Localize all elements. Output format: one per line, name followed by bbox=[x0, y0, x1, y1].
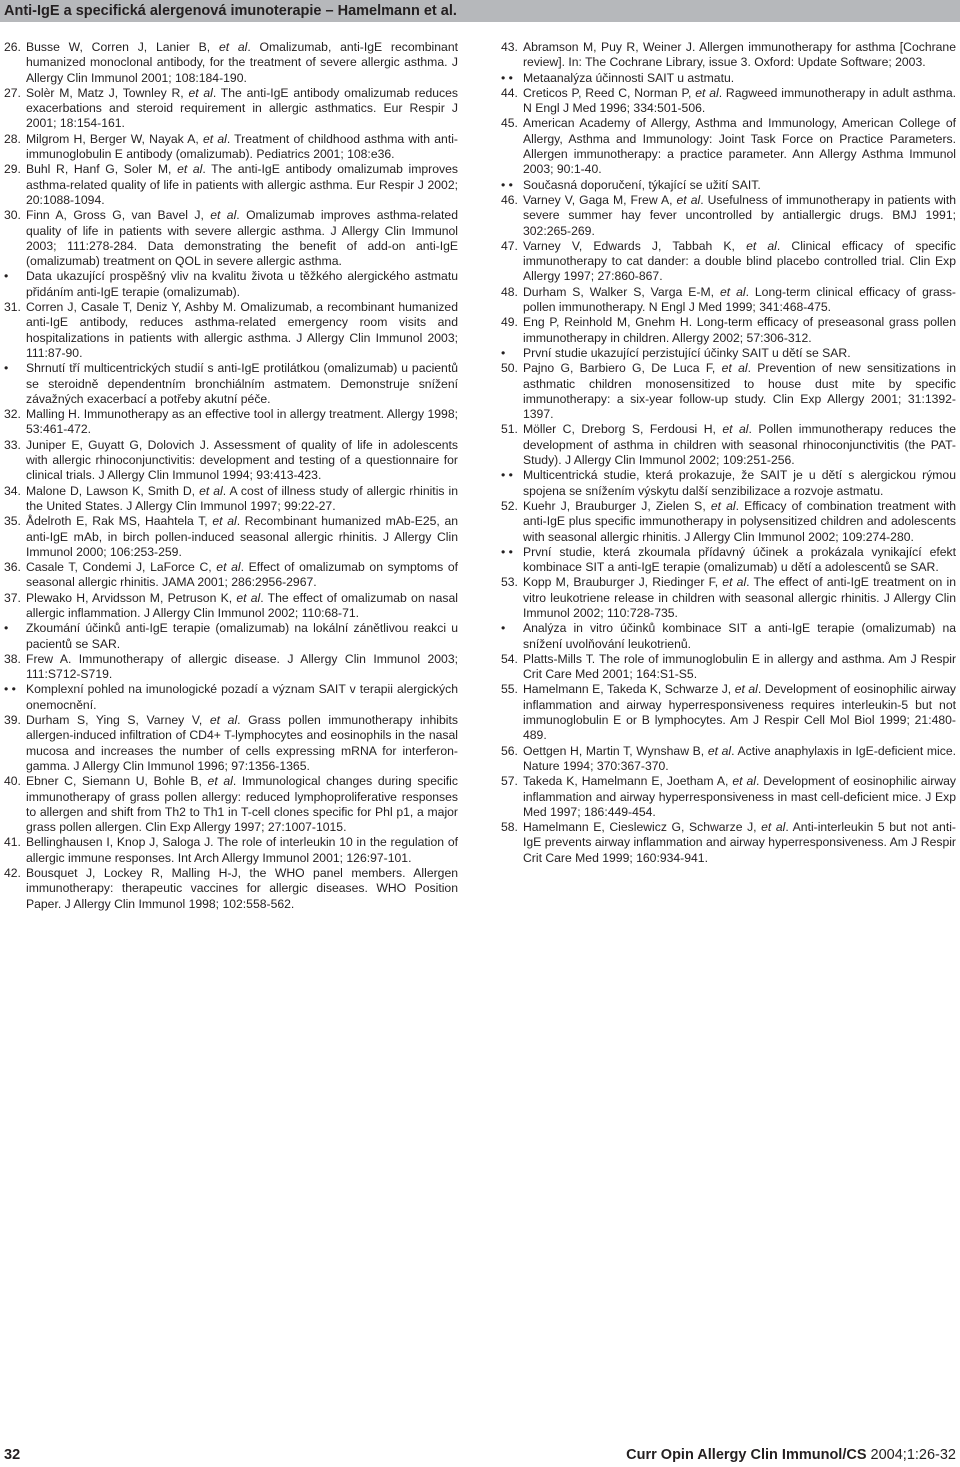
reference-item bbox=[501, 575, 956, 621]
reference-number: 31. bbox=[4, 300, 21, 315]
reference-text bbox=[26, 591, 458, 622]
reference-number: 26. bbox=[4, 40, 21, 54]
reference-text-main: Analýza in vitro účinků kombinace SIT a anti-IgE terapie (omalizumab) na snížení uvolňování leukotrienů. bbox=[523, 621, 956, 651]
et-al-italic: et al bbox=[707, 743, 732, 758]
reference-text bbox=[26, 132, 458, 163]
et-al-italic: et al bbox=[236, 590, 261, 605]
reference-text bbox=[523, 682, 956, 743]
reference-number: 27. bbox=[4, 85, 21, 100]
et-al-italic: et al bbox=[761, 820, 786, 835]
reference-text-main: Durham S, Ying S, Varney V, bbox=[26, 713, 210, 728]
reference-item bbox=[4, 560, 458, 591]
reference-text bbox=[523, 116, 956, 177]
note-bullet: • • bbox=[4, 682, 16, 697]
reference-text-main: Ådelroth E, Rak MS, Haahtela T, bbox=[26, 514, 213, 529]
reference-item bbox=[501, 239, 956, 285]
reference-item bbox=[501, 285, 956, 316]
reference-number: 58. bbox=[501, 820, 518, 835]
et-al-italic: et al bbox=[207, 774, 233, 789]
reference-text bbox=[26, 560, 458, 591]
reference-text-main: První studie ukazující perzistující účinky SAIT u dětí se SAR. bbox=[523, 345, 851, 360]
note-bullet: • bbox=[4, 361, 9, 376]
reference-text-main: Finn A, Gross G, van Bavel J, bbox=[26, 208, 211, 223]
reference-text-main: Buhl R, Hanf G, Soler M, bbox=[26, 162, 178, 177]
note-text bbox=[26, 682, 458, 713]
reference-item bbox=[501, 422, 956, 468]
reference-text-rest: . Clinical efficacy of specific immunotherapy to cat dander: a double blind placebo controlled trial. Clin Exp Allergy 1997; 27:860-867. bbox=[523, 238, 956, 284]
running-title: Anti-IgE a specifická alergenová imunoterapie – Hamelmann et al. bbox=[4, 3, 457, 19]
note-text bbox=[26, 361, 458, 407]
et-al-italic: et al bbox=[212, 514, 237, 529]
reference-text-main: Kuehr J, Brauburger J, Zielen S, bbox=[523, 498, 711, 513]
reference-text-main: Plewako H, Arvidsson M, Petruson K, bbox=[26, 590, 237, 605]
reference-text-main: Shrnutí tří multicentrických studií s anti-IgE protilátkou (omalizumab) u pacientů se steroidně dependentním bronchiálním astmatem. Demonstruje snížení závažných exacerbací a potřeby akutní péče. bbox=[26, 361, 458, 406]
et-al-italic: et al bbox=[188, 85, 213, 100]
reference-item bbox=[501, 744, 956, 775]
reference-text bbox=[523, 575, 956, 621]
annotation-note bbox=[501, 468, 956, 499]
reference-text-main: Juniper E, Guyatt G, Dolovich J. Assessment of quality of life in adolescents with allergic rhinoconjunctivitis: development and testing of a questionnaire for clinical trials. J Allergy Clin Immunol 1994; 93:413-423. bbox=[26, 437, 458, 483]
reference-number: 30. bbox=[4, 208, 21, 223]
reference-item bbox=[4, 40, 458, 86]
reference-text-main: Varney V, Gaga M, Frew A, bbox=[523, 192, 677, 207]
reference-number: 56. bbox=[501, 743, 518, 758]
reference-text bbox=[523, 86, 956, 117]
reference-text-main: Malling H. Immunotherapy as an effective tool in allergy treatment. Allergy 1998; 53:461-472. bbox=[26, 407, 458, 437]
reference-item bbox=[501, 116, 956, 177]
reference-text-rest: . Recombinant humanized mAb-E25, an anti-IgE mAb, in birch pollen-induced seasonal allergic rhinitis. J Allergy Clin Immunol 2000; 106:253-259. bbox=[26, 514, 458, 559]
note-bullet: • bbox=[4, 621, 9, 636]
reference-number: 32. bbox=[4, 407, 21, 422]
reference-text-main: Takeda K, Hamelmann E, Joetham A, bbox=[523, 774, 733, 789]
reference-text-rest: . Omalizumab improves asthma-related quality of life in patients with severe allergic asthma. J Allergy Clin Immunol 2003; 111:278-284. Data demonstrating the benefit of add-on anti-IgE (omalizumab) treatment on QOL in severe allergic asthma. bbox=[26, 208, 458, 269]
reference-text bbox=[26, 86, 458, 132]
reference-text-main: Creticos P, Reed C, Norman P, bbox=[523, 85, 696, 100]
note-text bbox=[523, 545, 956, 576]
reference-text-rest: . Effect of omalizumab on symptoms of seasonal allergic rhinitis. JAMA 2001; 286:2956-2967. bbox=[26, 560, 458, 590]
reference-number: 50. bbox=[501, 361, 518, 376]
reference-item bbox=[4, 652, 458, 683]
reference-text-main: Data ukazující prospěšný vliv na kvalitu života u těžkého alergického astmatu přidáním anti-IgE terapie (omalizumab). bbox=[26, 269, 458, 299]
reference-column-left bbox=[4, 40, 458, 912]
reference-text bbox=[26, 40, 458, 86]
header-bar bbox=[0, 0, 960, 22]
note-bullet: • bbox=[501, 621, 506, 636]
reference-text-rest: . The effect of anti-IgE treatment on in vitro leukotriene release in children with seasonal allergic rhinitis. J Allergy Clin Immunol 2002; 110:728-735. bbox=[523, 575, 956, 620]
reference-text-rest: . Grass pollen immunotherapy inhibits allergen-induced infiltration of CD4+ T-lymphocytes and eosinophils in the nasal mucosa and increases the number of cells expressing mRNA for interferon-gamma. J Allergy Clin Immunol 1996; 97:1356-1365. bbox=[26, 713, 458, 773]
reference-item bbox=[501, 40, 956, 71]
reference-item bbox=[501, 499, 956, 545]
note-bullet: • • bbox=[501, 468, 513, 483]
reference-number: 52. bbox=[501, 498, 518, 513]
reference-text-rest: . The effect of omalizumab on nasal allergic inflammation. J Allergy Clin Immunol 2002; 110:68-71. bbox=[26, 590, 458, 620]
annotation-note bbox=[501, 621, 956, 652]
reference-number: 44. bbox=[501, 85, 518, 100]
reference-text-main: Bousquet J, Lockey R, Malling H-J, the WHO panel members. Allergen immunotherapy: therapeutic vaccines for allergic diseases. WHO Position Paper. J Allergy Clin Immunol 1998; 102:558-562. bbox=[26, 866, 458, 911]
reference-item bbox=[501, 315, 956, 346]
reference-text-rest: . Efficacy of combination treatment with anti-IgE plus specific immunotherapy in polysensitized children and adolescents with seasonal allergic rhinitis. J Allergy Clin Immunol 2002; 109:274-280. bbox=[523, 498, 956, 544]
reference-text-main: Hamelmann E, Cieslewicz G, Schwarze J, bbox=[523, 820, 762, 835]
reference-text-rest: . Treatment of childhood asthma with anti-immunoglobulin E antibody (omalizumab). Pediatrics 2001; 108:e36. bbox=[26, 131, 458, 162]
footer-citation bbox=[626, 1446, 956, 1464]
reference-text-rest: . Prevention of new sensitizations in asthmatic children monosensitized to house dust mite by specific immunotherapy: a six-year follow-up study. Clin Exp Allergy 2001; 31:1392-1397. bbox=[523, 361, 956, 422]
reference-number: 47. bbox=[501, 238, 518, 253]
reference-number: 33. bbox=[4, 437, 21, 452]
reference-number: 36. bbox=[4, 560, 21, 575]
reference-text bbox=[26, 866, 458, 912]
reference-number: 46. bbox=[501, 192, 518, 207]
reference-number: 28. bbox=[4, 131, 21, 146]
reference-item bbox=[501, 682, 956, 743]
reference-text-rest: . The anti-IgE antibody omalizumab improves asthma-related quality of life in patients with allergic asthma. Eur Respir J 2002; 20:1088-1094. bbox=[26, 162, 458, 207]
reference-text bbox=[523, 652, 956, 683]
note-text bbox=[523, 346, 956, 361]
reference-number: 43. bbox=[501, 40, 518, 54]
annotation-note bbox=[4, 361, 458, 407]
reference-text bbox=[523, 499, 956, 545]
reference-item bbox=[4, 86, 458, 132]
reference-text-rest: . Immunological changes during specific immunotherapy of grass pollen allergy: reduced lymphoproliferative responses to allergen and shift from Th2 to Th1 in T-cell clones specific for Phl p1, a major grass pollen allergen. Clin Exp Allergy 1997; 27:1007-1015. bbox=[26, 774, 458, 835]
et-al-italic: et al bbox=[177, 162, 203, 177]
note-bullet: • • bbox=[501, 70, 513, 85]
reference-text-rest: . Usefulness of immunotherapy in patients with severe summer hay fever uncontrolled by antiallergic drugs. BMJ 1991; 302:265-269. bbox=[523, 192, 956, 238]
reference-item bbox=[501, 86, 956, 117]
reference-text-main: Metaanalýza účinnosti SAIT u astmatu. bbox=[523, 70, 735, 85]
reference-number: 57. bbox=[501, 774, 518, 789]
reference-text-main: Ebner C, Siemann U, Bohle B, bbox=[26, 774, 208, 789]
reference-text-main: Varney V, Edwards J, Tabbah K, bbox=[523, 238, 747, 253]
reference-text bbox=[26, 774, 458, 835]
note-text bbox=[523, 468, 956, 499]
journal-name: Curr Opin Allergy Clin Immunol/CS bbox=[626, 1447, 867, 1463]
note-text bbox=[523, 178, 956, 193]
reference-number: 37. bbox=[4, 590, 21, 605]
reference-text-main: Busse W, Corren J, Lanier B, bbox=[26, 40, 219, 54]
et-al-italic: et al bbox=[722, 422, 749, 437]
reference-text bbox=[523, 40, 956, 71]
reference-text-main: Frew A. Immunotherapy of allergic disease. J Allergy Clin Immunol 2003; 111:S712-S719. bbox=[26, 651, 458, 682]
et-al-italic: et al bbox=[209, 713, 238, 728]
note-bullet: • • bbox=[501, 177, 513, 192]
reference-item bbox=[4, 132, 458, 163]
note-text bbox=[523, 621, 956, 652]
reference-text-main: Eng P, Reinhold M, Gnehm H. Long-term efficacy of preseasonal grass pollen immunotherapy in children. Allergy 2002; 57:306-312. bbox=[523, 315, 956, 345]
annotation-note bbox=[4, 269, 458, 300]
reference-text bbox=[26, 208, 458, 269]
et-al-italic: et al bbox=[722, 575, 747, 590]
page-number: 32 bbox=[4, 1447, 21, 1463]
reference-text bbox=[26, 407, 458, 438]
reference-item bbox=[501, 193, 956, 239]
reference-number: 29. bbox=[4, 162, 21, 177]
et-al-italic: et al bbox=[218, 40, 248, 54]
note-bullet: • bbox=[501, 345, 506, 360]
annotation-note bbox=[501, 545, 956, 576]
reference-text-main: Pajno G, Barbiero G, De Luca F, bbox=[523, 361, 722, 376]
annotation-note bbox=[4, 621, 458, 652]
reference-text bbox=[26, 438, 458, 484]
reference-item bbox=[4, 866, 458, 912]
reference-text-main: Milgrom H, Berger W, Nayak A, bbox=[26, 131, 203, 146]
note-bullet: • • bbox=[501, 544, 513, 559]
reference-text-main: Malone D, Lawson K, Smith D, bbox=[26, 483, 200, 498]
reference-item bbox=[4, 162, 458, 208]
reference-item bbox=[4, 514, 458, 560]
reference-item bbox=[4, 774, 458, 835]
note-text bbox=[26, 621, 458, 652]
et-al-italic: et al bbox=[210, 208, 237, 223]
reference-number: 40. bbox=[4, 774, 21, 789]
reference-text-rest: . The anti-IgE antibody omalizumab reduces exacerbations and steroid requirement in allergic asthmatics. Eur Respir J 2001; 18:154-161. bbox=[26, 85, 458, 131]
reference-number: 35. bbox=[4, 514, 21, 529]
reference-item bbox=[4, 713, 458, 774]
issue-citation: 2004;1:26-32 bbox=[870, 1447, 956, 1463]
reference-text-rest: . Anti-interleukin 5 but not anti-IgE prevents airway inflammation and airway hyperresponsiveness. Am J Respir Crit Care Med 1999; 160:934-941. bbox=[523, 820, 956, 865]
reference-text-main: První studie, která zkoumala přídavný účinek a prokázala vynikající efekt kombinace SIT a anti-IgE terapie (omalizumab) u dětí a adolescentů se SAR. bbox=[523, 544, 956, 575]
reference-text bbox=[523, 744, 956, 775]
reference-item bbox=[4, 208, 458, 269]
reference-text-rest: . Development of eosinophilic airway inflammation and airway hyperresponsiveness in mast cell-deficient mice. J Exp Med 1997; 186:449-454. bbox=[523, 774, 957, 819]
reference-text-rest: . Omalizumab, anti-IgE recombinant humanized monoclonal antibody, for the treatment of severe allergic asthma. J Allergy Clin Immunol 2001; 108:184-190. bbox=[26, 40, 458, 85]
et-al-italic: et al bbox=[695, 85, 719, 100]
reference-text bbox=[26, 514, 458, 560]
reference-text bbox=[26, 835, 458, 866]
reference-text bbox=[26, 713, 458, 774]
et-al-italic: et al bbox=[202, 131, 227, 146]
annotation-note bbox=[501, 178, 956, 193]
reference-text-rest: . Pollen immunotherapy reduces the development of asthma in children with seasonal rhinoconjunctivitis (the PAT-Study). J Allergy Clin Immunol 2002; 109:251-256. bbox=[523, 422, 957, 468]
reference-text bbox=[523, 315, 956, 346]
reference-item bbox=[501, 361, 956, 422]
et-al-italic: et al bbox=[676, 192, 701, 207]
reference-text bbox=[523, 774, 956, 820]
reference-text bbox=[523, 820, 956, 866]
reference-item bbox=[4, 407, 458, 438]
reference-text-main: American Academy of Allergy, Asthma and Immunology, American College of Allergy, Asthma and Immunology: Joint Task Force on Practice Parameters. Allergen immunotherapy: a practice parameter. Ann Allergy Asthma Immunol 2003; 90:1-40. bbox=[523, 116, 956, 177]
reference-item bbox=[4, 300, 458, 361]
reference-text-main: Hamelmann E, Takeda K, Schwarze J, bbox=[523, 682, 735, 697]
reference-number: 45. bbox=[501, 116, 518, 131]
annotation-note bbox=[501, 346, 956, 361]
et-al-italic: et al bbox=[710, 498, 736, 513]
reference-text-main: Multicentrická studie, která prokazuje, že SAIT je u dětí s alergickou rýmou spojena se snížením výskytu další senzibilizace a rozvoje astmatu. bbox=[523, 468, 956, 498]
reference-text-rest: . Active anaphylaxis in IgE-deficient mice. Nature 1994; 370:367-370. bbox=[523, 743, 956, 773]
reference-text bbox=[523, 361, 956, 422]
reference-number: 53. bbox=[501, 575, 518, 590]
reference-text bbox=[523, 193, 956, 239]
reference-number: 39. bbox=[4, 713, 21, 728]
reference-number: 48. bbox=[501, 284, 518, 299]
reference-item bbox=[4, 484, 458, 515]
reference-text-main: Corren J, Casale T, Deniz Y, Ashby M. Omalizumab, a recombinant humanized anti-IgE antibody, reduces asthma-related emergency room visits and hospitalizations in patients with allergic asthma. J Allergy Clin Immunol 2003; 111:87-90. bbox=[26, 300, 458, 360]
et-al-italic: et al bbox=[199, 483, 223, 498]
et-al-italic: et al bbox=[721, 361, 748, 376]
reference-number: 34. bbox=[4, 483, 21, 498]
reference-number: 42. bbox=[4, 866, 21, 881]
reference-text bbox=[523, 285, 956, 316]
reference-text-main: Platts-Mills T. The role of immunoglobulin E in allergy and asthma. Am J Respir Crit Care Med 2001; 164:S1-S5. bbox=[523, 651, 956, 682]
reference-item bbox=[501, 820, 956, 866]
reference-text-main: Durham S, Walker S, Varga E-M, bbox=[523, 284, 720, 299]
reference-text bbox=[523, 422, 956, 468]
reference-number: 38. bbox=[4, 651, 21, 666]
reference-text bbox=[26, 300, 458, 361]
reference-text bbox=[26, 484, 458, 515]
note-text bbox=[26, 269, 458, 300]
reference-number: 49. bbox=[501, 315, 518, 330]
reference-text-main: Casale T, Condemi J, LaForce C, bbox=[26, 560, 217, 575]
reference-text-main: Zkoumání účinků anti-IgE terapie (omalizumab) na lokální zánětlivou reakci u pacientů se SAR. bbox=[26, 621, 458, 651]
reference-column-right bbox=[501, 40, 956, 866]
reference-text-main: Abramson M, Puy R, Weiner J. Allergen immunotherapy for asthma [Cochrane review]. In: The Cochrane Library, issue 3. Oxford: Update Software; 2003. bbox=[523, 40, 956, 70]
note-bullet: • bbox=[4, 269, 9, 284]
reference-item bbox=[4, 835, 458, 866]
reference-number: 41. bbox=[4, 835, 21, 850]
et-al-italic: et al bbox=[746, 238, 777, 253]
reference-text bbox=[26, 652, 458, 683]
reference-number: 51. bbox=[501, 422, 518, 437]
reference-text-rest: . A cost of illness study of allergic rhinitis in the United States. J Allergy Clin Immunol 1997; 99:22-27. bbox=[26, 483, 458, 513]
reference-text-main: Solèr M, Matz J, Townley R, bbox=[26, 85, 189, 100]
reference-text-rest: . Development of eosinophilic airway inflammation and airway hyperresponsiveness requires interleukin-5 but not immunoglobulin E or B lymphocytes. Am J Respir Cell Mol Biol 1999; 21:480-489. bbox=[523, 682, 957, 743]
reference-text bbox=[523, 239, 956, 285]
reference-item bbox=[4, 438, 458, 484]
annotation-note bbox=[4, 682, 458, 713]
reference-number: 55. bbox=[501, 682, 518, 697]
reference-number: 54. bbox=[501, 651, 518, 666]
reference-item bbox=[501, 774, 956, 820]
reference-item bbox=[4, 591, 458, 622]
note-text bbox=[523, 71, 956, 86]
reference-text-main: Oettgen H, Martin T, Wynshaw B, bbox=[523, 743, 708, 758]
reference-item bbox=[501, 652, 956, 683]
reference-text-main: Möller C, Dreborg S, Ferdousi H, bbox=[523, 422, 723, 437]
reference-text-main: Komplexní pohled na imunologické pozadí a význam SAIT v terapii alergických onemocnění. bbox=[26, 682, 458, 712]
reference-text-main: Současná doporučení, týkající se užití SAIT. bbox=[523, 177, 761, 192]
et-al-italic: et al bbox=[732, 774, 756, 789]
et-al-italic: et al bbox=[216, 560, 241, 575]
annotation-note bbox=[501, 71, 956, 86]
reference-text-main: Kopp M, Brauburger J, Riedinger F, bbox=[523, 575, 723, 590]
et-al-italic: et al bbox=[719, 284, 746, 299]
reference-text-main: Bellinghausen I, Knop J, Saloga J. The role of interleukin 10 in the regulation of allergic immune responses. Int Arch Allergy Immunol 2001; 126:97-101. bbox=[26, 835, 458, 865]
et-al-italic: et al bbox=[734, 682, 758, 697]
reference-text bbox=[26, 162, 458, 208]
reference-text-rest: . Ragweed immunotherapy in adult asthma. N Engl J Med 1996; 334:501-506. bbox=[523, 85, 956, 116]
reference-text-rest: . Long-term clinical efficacy of grass-pollen immunotherapy. N Engl J Med 1999; 341:468-475. bbox=[523, 284, 956, 315]
